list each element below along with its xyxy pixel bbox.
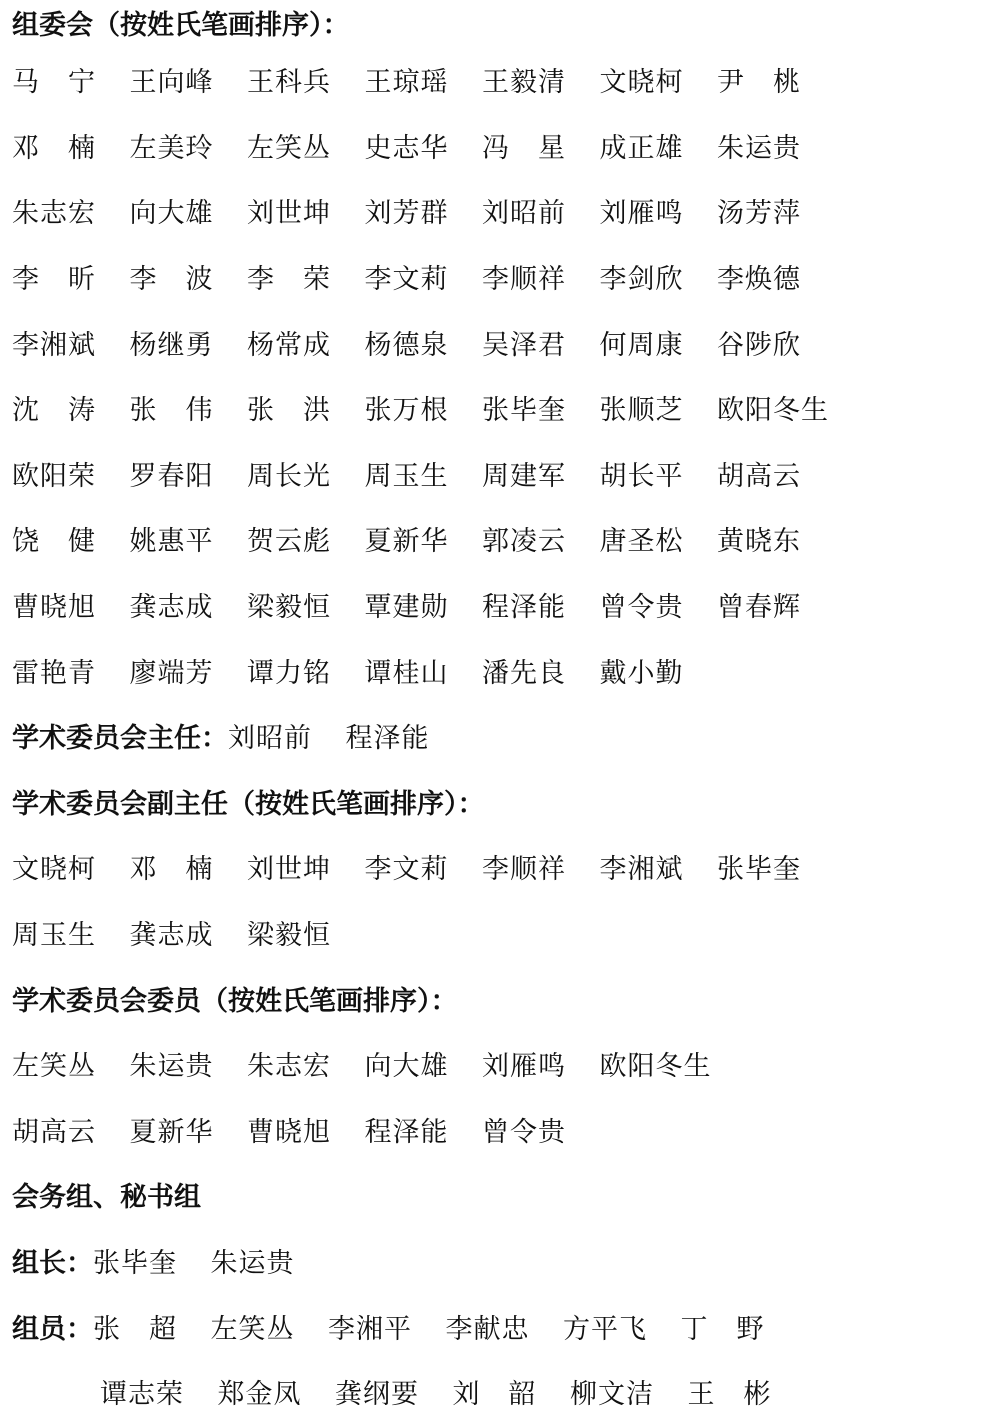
member-name: 李 波	[129, 264, 214, 296]
member-name: 文晓柯	[599, 67, 684, 99]
member-name: 刘 韶	[452, 1379, 537, 1411]
member-name: 杨常成	[247, 329, 331, 361]
academic-members-row	[12, 1034, 992, 1100]
member-name: 欧阳冬生	[599, 1051, 712, 1083]
organizing-committee-row	[12, 378, 992, 444]
member-name: 李 昕	[12, 264, 96, 296]
member-name: 罗春阳	[129, 460, 214, 492]
member-name: 张 洪	[247, 395, 331, 427]
organizing-committee-row	[12, 444, 992, 510]
member-name: 张顺芝	[599, 395, 684, 427]
member-name: 尹 桃	[717, 67, 801, 99]
secretariat-member-row	[12, 1362, 992, 1427]
member-name: 张毕奎	[93, 1247, 177, 1279]
member-name: 胡高云	[12, 1116, 96, 1148]
member-name: 夏新华	[364, 526, 449, 558]
member-name: 龚志成	[129, 592, 214, 624]
organizing-committee-row	[12, 640, 992, 706]
member-name: 王向峰	[129, 67, 214, 99]
member-name: 沈 涛	[12, 395, 96, 427]
member-name: 廖端芳	[129, 657, 214, 689]
academic-members-heading: 学术委员会委员（按姓氏笔画排序）：	[12, 985, 458, 1017]
secretariat-member-row	[12, 1296, 992, 1362]
member-name: 李湘斌	[599, 854, 684, 886]
member-name: 左笑丛	[12, 1051, 96, 1083]
member-name: 贺云彪	[247, 526, 331, 558]
member-name: 邓 楠	[12, 132, 96, 164]
member-name: 张毕奎	[482, 395, 566, 427]
member-name: 郑金凤	[217, 1379, 302, 1411]
member-name: 方平飞	[563, 1313, 647, 1345]
member-name: 丁 野	[680, 1313, 765, 1345]
member-name: 胡长平	[599, 460, 684, 492]
member-name: 雷艳青	[12, 657, 96, 689]
organizing-committee-row	[12, 116, 992, 182]
member-name: 张万根	[364, 395, 449, 427]
member-name: 李剑欣	[599, 264, 684, 296]
member-name: 胡高云	[717, 460, 801, 492]
member-name: 唐圣松	[599, 526, 684, 558]
member-name: 李文莉	[364, 264, 449, 296]
academic-vice-directors-row	[12, 837, 992, 903]
member-name: 周长光	[247, 460, 331, 492]
member-name: 邓 楠	[129, 854, 214, 886]
member-name: 史志华	[364, 132, 449, 164]
academic-director-row	[12, 706, 992, 772]
member-name: 曾令贵	[599, 592, 684, 624]
organizing-committee-row	[12, 312, 992, 378]
member-name: 李湘斌	[12, 329, 96, 361]
member-name: 龚志成	[129, 920, 214, 952]
member-name: 李 荣	[247, 264, 331, 296]
member-name: 梁毅恒	[247, 920, 331, 952]
member-name: 王 彬	[687, 1379, 772, 1411]
document-page	[12, 0, 992, 1427]
member-name: 朱运贵	[210, 1247, 295, 1279]
member-name: 曹晓旭	[247, 1116, 331, 1148]
member-name: 刘雁鸣	[599, 198, 684, 230]
member-name: 左笑丛	[247, 132, 331, 164]
member-name: 朱志宏	[247, 1051, 331, 1083]
member-name: 向大雄	[364, 1051, 449, 1083]
member-name: 左笑丛	[210, 1313, 295, 1345]
member-name: 张 超	[93, 1313, 177, 1345]
member-name: 郭凌云	[482, 526, 566, 558]
organizing-committee-heading: 组委会（按姓氏笔画排序）：	[12, 9, 350, 41]
member-name: 王毅清	[482, 67, 566, 99]
member-name: 刘芳群	[364, 198, 449, 230]
member-label: 组员：	[12, 1313, 93, 1345]
member-name: 李文莉	[364, 854, 449, 886]
member-name: 刘雁鸣	[482, 1051, 566, 1083]
member-name: 杨继勇	[129, 329, 214, 361]
member-name: 刘昭前	[228, 723, 312, 755]
academic-vice-directors-heading: 学术委员会副主任（按姓氏笔画排序）：	[12, 788, 485, 820]
organizing-committee-row	[12, 575, 992, 641]
member-name: 曹晓旭	[12, 592, 96, 624]
member-name: 梁毅恒	[247, 592, 331, 624]
member-name: 杨德泉	[364, 329, 449, 361]
member-name: 李湘平	[328, 1313, 412, 1345]
member-name: 左美玲	[129, 132, 214, 164]
secretariat-heading: 会务组、秘书组	[12, 1182, 201, 1214]
academic-vice-directors-row	[12, 903, 992, 969]
academic-members-row	[12, 1100, 992, 1166]
member-name: 朱志宏	[12, 198, 96, 230]
member-name: 马 宁	[12, 67, 96, 99]
member-name: 何周康	[599, 329, 684, 361]
member-name: 周玉生	[364, 460, 449, 492]
member-name: 成正雄	[599, 132, 684, 164]
member-name: 龚纲要	[335, 1379, 419, 1411]
member-name: 周建军	[482, 460, 566, 492]
member-name: 李焕德	[717, 264, 801, 296]
member-name: 文晓柯	[12, 854, 96, 886]
member-name: 潘先良	[482, 657, 566, 689]
leader-label: 组长：	[12, 1247, 93, 1279]
member-name: 黄晓东	[717, 526, 801, 558]
member-name: 李顺祥	[482, 854, 566, 886]
member-name: 姚惠平	[129, 526, 214, 558]
member-name: 程泽能	[364, 1116, 449, 1148]
member-name: 王琼瑶	[364, 67, 449, 99]
member-name: 欧阳荣	[12, 460, 96, 492]
organizing-committee-row	[12, 50, 992, 116]
member-name: 谭桂山	[364, 657, 449, 689]
member-name: 刘世坤	[247, 198, 331, 230]
member-name: 朱运贵	[129, 1051, 214, 1083]
organizing-committee-row	[12, 247, 992, 313]
member-name: 张 伟	[129, 395, 214, 427]
member-name: 汤芳萍	[717, 198, 801, 230]
member-name: 谭志荣	[100, 1379, 184, 1411]
secretariat-leader-row	[12, 1231, 992, 1297]
member-name: 王科兵	[247, 67, 331, 99]
member-name: 向大雄	[129, 198, 214, 230]
member-name: 柳文洁	[570, 1379, 654, 1411]
member-name: 朱运贵	[717, 132, 801, 164]
member-name: 饶 健	[12, 526, 96, 558]
member-name: 覃建勋	[364, 592, 449, 624]
member-name: 李顺祥	[482, 264, 566, 296]
member-name: 周玉生	[12, 920, 96, 952]
member-name: 吴泽君	[482, 329, 566, 361]
member-name: 冯 星	[482, 132, 566, 164]
member-name: 刘世坤	[247, 854, 331, 886]
member-name: 程泽能	[345, 723, 430, 755]
member-name: 谭力铭	[247, 657, 331, 689]
member-name: 程泽能	[482, 592, 566, 624]
organizing-committee-row	[12, 509, 992, 575]
member-name: 谷陟欣	[717, 329, 801, 361]
member-name: 张毕奎	[717, 854, 801, 886]
member-name: 夏新华	[129, 1116, 214, 1148]
member-name: 曾令贵	[482, 1116, 566, 1148]
member-name: 李献忠	[445, 1313, 530, 1345]
member-name: 曾春辉	[717, 592, 801, 624]
organizing-committee-row	[12, 181, 992, 247]
member-name: 刘昭前	[482, 198, 566, 230]
member-name: 戴小勤	[599, 657, 684, 689]
academic-director-label: 学术委员会主任：	[12, 723, 228, 755]
member-name: 欧阳冬生	[717, 395, 829, 427]
